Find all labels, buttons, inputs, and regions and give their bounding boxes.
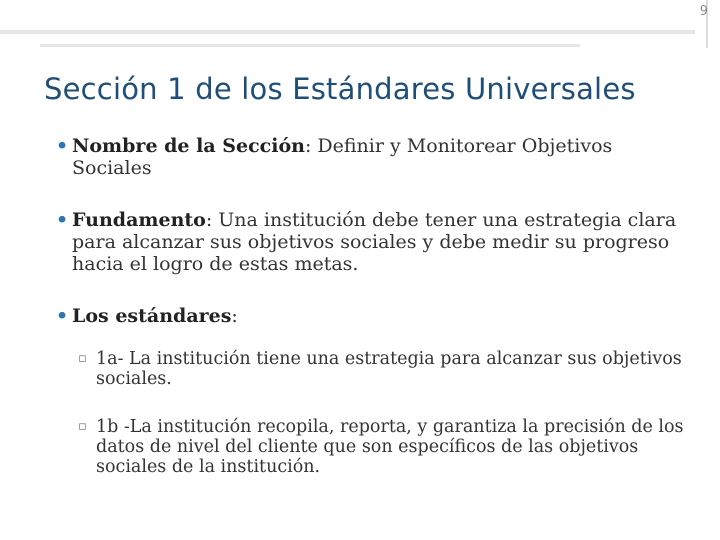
sub-bullet-marker: ▫ xyxy=(78,419,87,434)
bullet-bold-label: Los estándares xyxy=(72,305,232,327)
sub-bullet-text: 1a- La institución tiene una estrategia para alcanzar sus objetivos sociales. xyxy=(96,349,682,389)
bullet-item-rationale xyxy=(56,209,696,275)
bullet-text: : Definir y Monitorear Objetivos Sociales xyxy=(72,135,613,179)
bullet-marker: • xyxy=(56,209,69,231)
slide-title: Sección 1 de los Estándares Universales xyxy=(44,72,636,106)
sub-bullet-item-1a xyxy=(78,349,696,389)
bullet-marker: • xyxy=(56,305,69,327)
bullet-item-section-name xyxy=(56,135,696,179)
header-rule xyxy=(0,30,695,34)
bullet-marker: • xyxy=(56,135,69,157)
sub-bullet-marker: ▫ xyxy=(78,351,87,366)
bullet-bold-label: Fundamento xyxy=(72,209,206,231)
bullet-list xyxy=(56,135,696,477)
header-rule-short xyxy=(40,44,580,47)
bullet-text: : xyxy=(231,305,238,327)
bullet-bold-label: Nombre de la Sección xyxy=(72,135,305,157)
slide-number: 9 xyxy=(699,4,708,19)
sub-bullet-item-1b xyxy=(78,417,696,477)
bullet-text: : Una institución debe tener una estrategia clara para alcanzar sus objetivos sociales y debe medir su progreso hacia el logro de estas metas. xyxy=(72,209,677,275)
sub-bullet-text: 1b -La institución recopila, reporta, y garantiza la precisión de los datos de nivel del cliente que son específicos de las objetivos sociales de la institución. xyxy=(96,417,684,477)
bullet-item-standards xyxy=(56,305,696,327)
sub-bullet-list xyxy=(56,349,696,477)
